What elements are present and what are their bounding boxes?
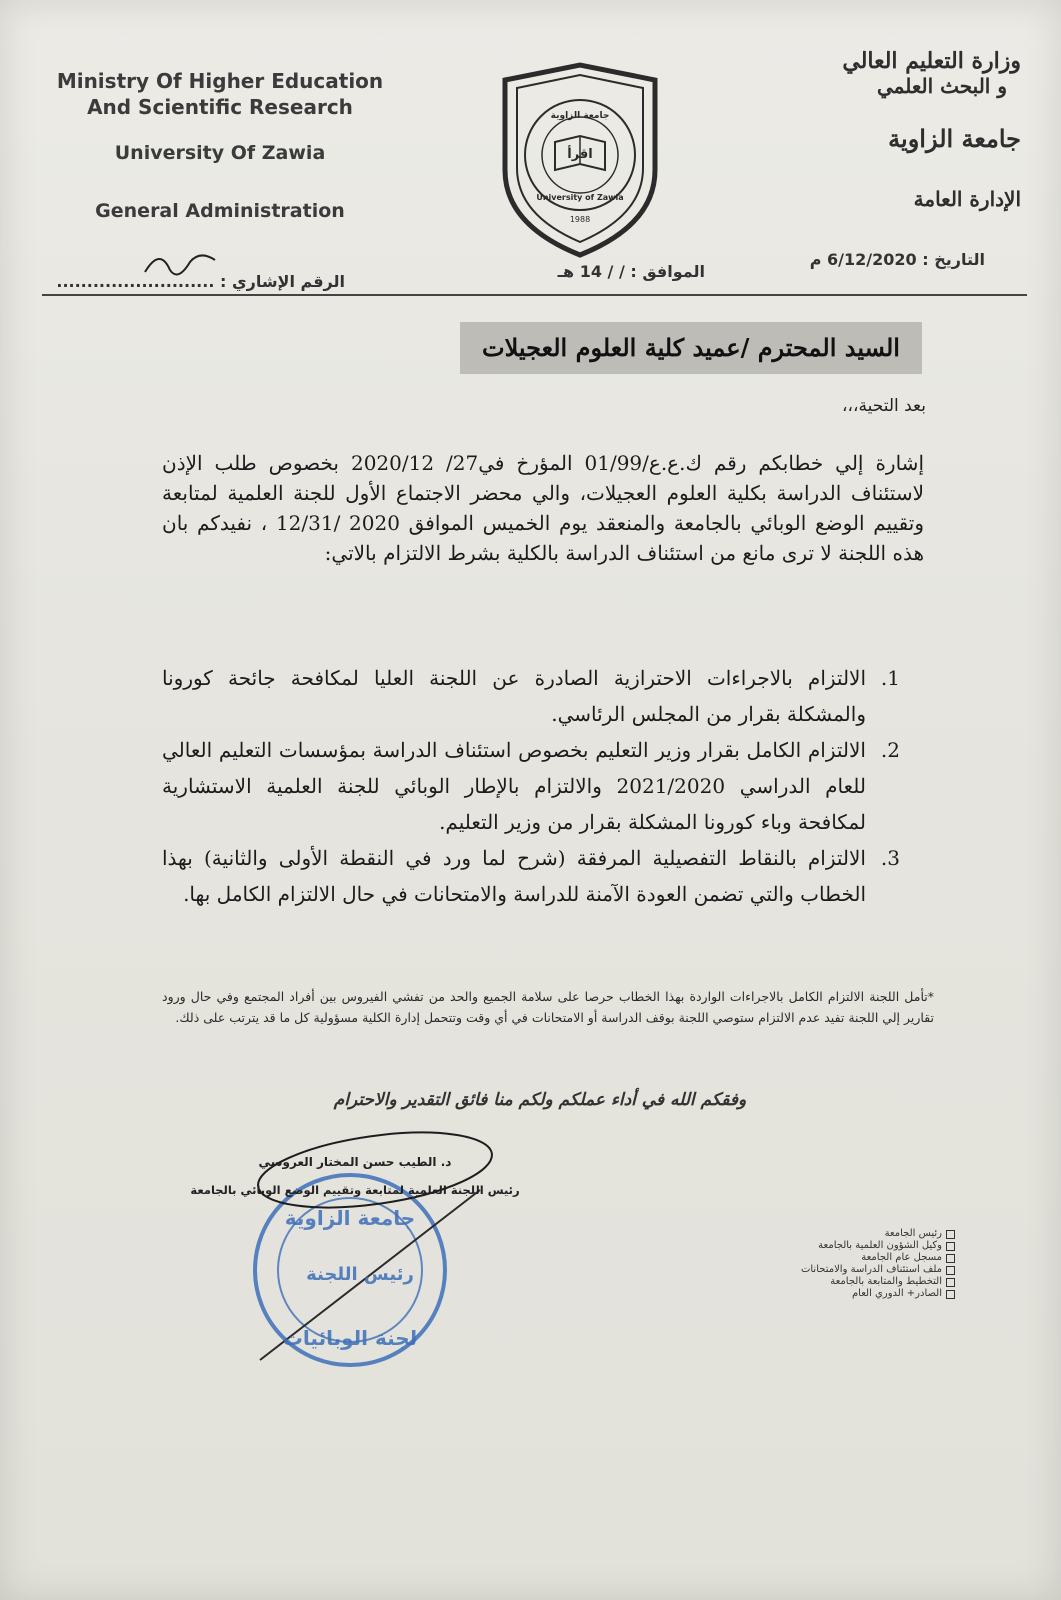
arabic-header <box>781 48 1021 211</box>
checkbox-icon <box>946 1230 955 1239</box>
checkbox-icon <box>946 1254 955 1263</box>
signer-block <box>190 1155 520 1197</box>
signer-title: رئيس اللجنة العلمية لمتابعة وتقييم الوضع الوبائي بالجامعة <box>190 1183 520 1197</box>
university-name-en: University Of Zawia <box>114 142 326 164</box>
ministry-subname-en: And Scientific Research <box>87 95 353 119</box>
stamp-text-top: جامعة الزاوية <box>284 1206 416 1230</box>
checkbox-icon <box>946 1278 955 1287</box>
distribution-item: رئيس الجامعة <box>740 1228 955 1240</box>
closing-salutation: وفقكم الله في أداء عملكم ولكم منا فائق التقدير والاحترام <box>333 1090 747 1110</box>
checkbox-icon <box>946 1290 955 1299</box>
condition-text: الالتزام الكامل بقرار وزير التعليم بخصوص استئناف الدراسة بمؤسسات التعليم العالي للعام الدراسي 2021/2020 والالتزام بالإطار الوبائي للجنة العلمية الاستشارية لمكافحة وباء كورونا المشكلة بقرار من وزير التعليم. <box>162 738 866 834</box>
condition-text: الالتزام بالاجراءات الاحترازية الصادرة عن اللجنة العليا لمكافحة جائحة كورونا والمشكلة بقرار من المجلس الرئاسي. <box>162 666 866 726</box>
signer-name: د. الطيب حسن المختار العروسي <box>258 1155 452 1169</box>
university-logo <box>495 60 665 260</box>
distribution-item: التخطيط والمتابعة بالجامعة <box>740 1276 955 1288</box>
english-header <box>40 68 400 222</box>
condition-item <box>162 660 900 732</box>
distribution-item: ملف استئناف الدراسة والامتحانات <box>740 1264 955 1276</box>
department-name-ar: الإدارة العامة <box>913 187 1021 211</box>
condition-number: 1. <box>880 666 900 690</box>
reference-initials-signature <box>140 242 220 282</box>
checkbox-icon <box>946 1242 955 1251</box>
distribution-item: وكيل الشؤون العلمية بالجامعة <box>740 1240 955 1252</box>
letter-meta-row <box>40 250 1025 290</box>
distribution-item: الصادر+ الدوري العام <box>740 1288 955 1300</box>
department-name-en: General Administration <box>95 200 345 222</box>
hijri-label: الموافق : <box>630 262 705 281</box>
letter-body: إشارة إلي خطابكم رقم ك.ع.ع/01/99 المؤرخ في27/ 2020/12 بخصوص طلب الإذن لاستئناف الدراسة بكلية العلوم العجيلات، والي محضر الاجتماع الأول للجنة العلمية لمتابعة وتقييم الوضع الوبائي بالجامعة والمنعقد يوم الخميس الموافق 2020 /12/31 ، نفيدكم بان هذه اللجنة لا ترى مانع من استئناف الدراسة بالكلية بشرط الالتزام بالاتي: <box>162 451 925 565</box>
distribution-list <box>740 1228 955 1300</box>
logo-year: 1988 <box>569 215 591 224</box>
date-value: 6/12/2020 م <box>809 250 917 269</box>
addressee-banner: السيد المحترم /عميد كلية العلوم العجيلات <box>460 322 922 374</box>
checkbox-icon <box>946 1266 955 1275</box>
reference-label: الرقم الإشاري : <box>219 272 345 291</box>
greeting: بعد التحية،،، <box>842 396 926 416</box>
date-label: التاريخ : <box>922 250 985 269</box>
condition-item <box>162 732 900 840</box>
header-divider <box>42 294 1027 296</box>
date-field <box>810 250 985 269</box>
condition-text: الالتزام بالنقاط التفصيلية المرفقة (شرح لما ورد في النقطة الأولى والثانية) بهذا الخطاب والتي تضمن العودة الآمنة للدراسة والامتحانات في حال الالتزام الكامل بها. <box>162 846 866 906</box>
logo-arabic-text: جامعة الزاوية <box>550 111 610 121</box>
stamp-text-bottom: لجنة الوبائيات <box>282 1326 418 1350</box>
university-name-ar: جامعة الزاوية <box>888 124 1021 153</box>
reference-number-field: الرقم الإشاري : .......................... <box>56 272 345 291</box>
conditions-list <box>162 660 900 912</box>
ministry-subname-ar: و البحث العلمي <box>877 74 1007 98</box>
condition-number: 2. <box>880 738 900 762</box>
condition-number: 3. <box>880 846 900 870</box>
ministry-name-ar: وزارة التعليم العالي <box>842 48 1021 74</box>
hijri-value: / / 14 هـ <box>557 262 625 281</box>
distribution-item: مسجل عام الجامعة <box>740 1252 955 1264</box>
logo-english-text: University of Zawia <box>536 193 624 202</box>
stamp-text-middle: رئيس اللجنة <box>306 1264 414 1285</box>
footnote: *تأمل اللجنة الالتزام الكامل بالاجراءات الواردة بهذا الخطاب حرصا على سلامة الجميع والحد من تفشي الفيروس بين أفراد المجتمع وفي حال ورود تقارير إلي اللجنة تفيد عدم الالتزام ستوصي اللجنة بوقف الدراسة أو الامتحانات في أي وقت وتتحمل إدارة الكلية مسؤولية كل ما قد يترتب على ذلك. <box>162 989 934 1025</box>
hijri-date-field <box>558 262 705 281</box>
condition-item <box>162 840 900 912</box>
logo-book-text: اقرأ <box>567 147 593 162</box>
ministry-name-en: Ministry Of Higher Education <box>56 69 384 93</box>
